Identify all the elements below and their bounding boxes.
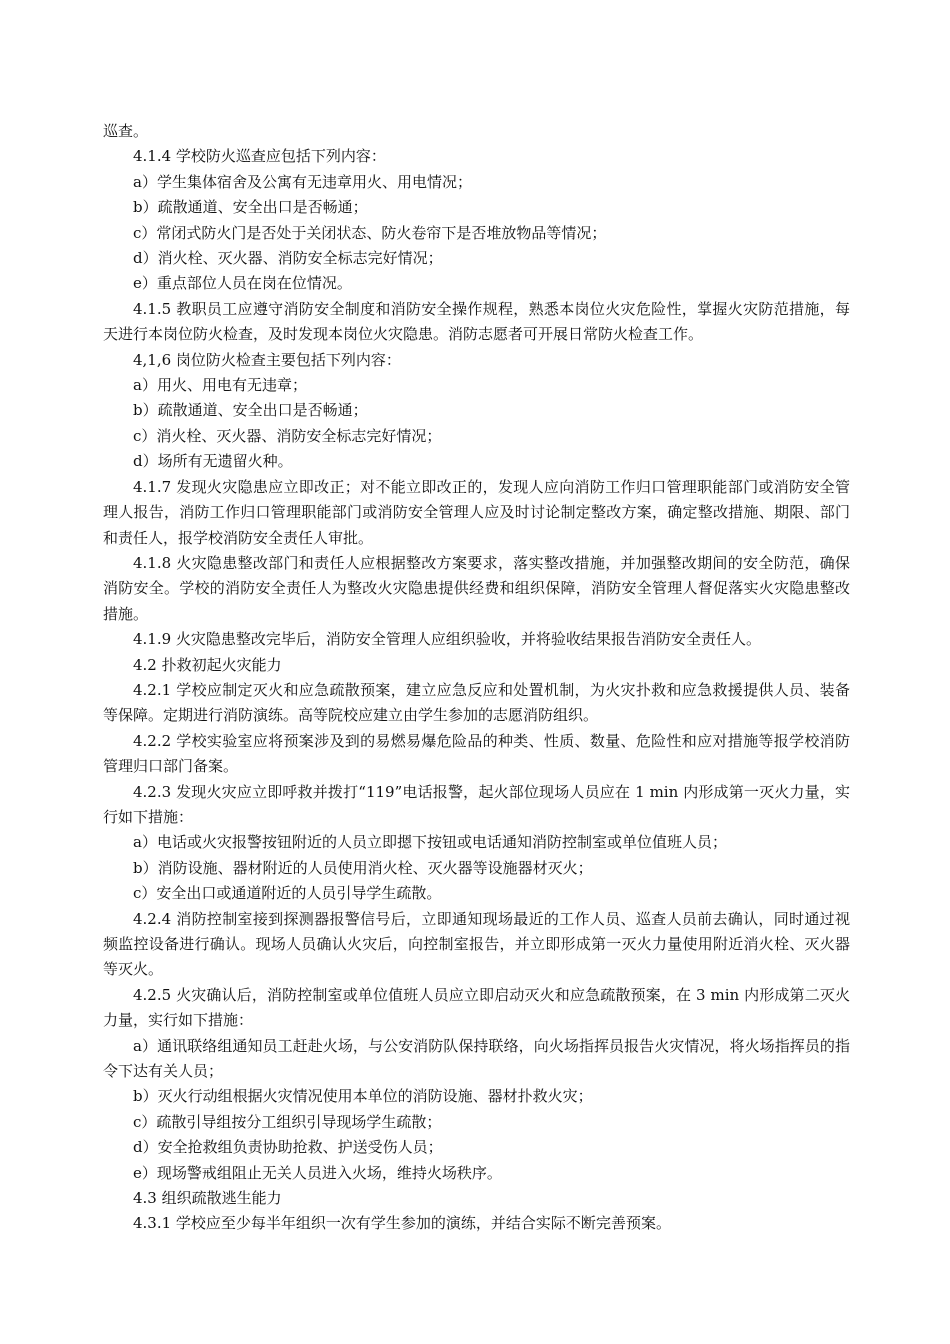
list-item: a）学生集体宿舍及公寓有无违章用火、用电情况； xyxy=(133,172,472,191)
list-item: d）场所有无遗留火种。 xyxy=(133,452,293,471)
paragraph: 4.2.3 发现火灾应立即呼救并拨打“119”电话报警，起火部位现场人员应在 1 min 内形成第一灭火力量，实行如下措施： xyxy=(103,782,850,826)
paragraph: 4.2.2 学校实验室应将预案涉及到的易燃易爆危险品的种类、性质、数量、危险性和应对措施等报学校消防管理归口部门备案。 xyxy=(103,731,850,776)
paragraph: 4.1.5 教职员工应遵守消防安全制度和消防安全操作规程，熟悉本岗位火灾危险性，掌握火灾防范措施，每天进行本岗位防火检查，及时发现本岗位火灾隐患。消防志愿者可开展日常防火检查工作。 xyxy=(103,299,850,344)
list-item: b）灭火行动组根据火灾情况使用本单位的消防设施、器材扑救火灾； xyxy=(133,1087,593,1106)
paragraph: 4,1,6 岗位防火检查主要包括下列内容： xyxy=(133,350,401,369)
paragraph: 4.2 扑救初起火灾能力 xyxy=(133,655,282,674)
list-item: c）安全出口或通道附近的人员引导学生疏散。 xyxy=(133,884,442,903)
list-item: b）消防设施、器材附近的人员使用消火栓、灭火器等设施器材灭火； xyxy=(133,858,593,877)
paragraph: 4.1.8 火灾隐患整改部门和责任人应根据整改方案要求，落实整改措施，并加强整改期间的安全防范，确保消防安全。学校的消防安全责任人为整改火灾隐患提供经费和组织保障，消防安全管理人督促落实火灾隐患整改措施。 xyxy=(103,553,850,623)
list-item: a）用火、用电有无违章； xyxy=(133,376,307,395)
list-item: d）安全抢救组负责协助抢救、护送受伤人员； xyxy=(133,1138,443,1157)
paragraph: 4.2.4 消防控制室接到探测器报警信号后，立即通知现场最近的工作人员、巡查人员前去确认，同时通过视频监控设备进行确认。现场人员确认火灾后，向控制室报告，并立即形成第一灭火力量使用附近消火栓、灭火器等灭火。 xyxy=(103,909,850,979)
list-item: e）重点部位人员在岗在位情况。 xyxy=(133,274,352,293)
list-item: c）消火栓、灭火器、消防安全标志完好情况； xyxy=(133,426,442,445)
paragraph: 4.1.4 学校防火巡查应包括下列内容： xyxy=(133,147,386,166)
list-item: e）现场警戒组阻止无关人员进入火场，维持火场秩序。 xyxy=(133,1163,502,1182)
paragraph: 4.3.1 学校应至少每半年组织一次有学生参加的演练，并结合实际不断完善预案。 xyxy=(133,1214,671,1233)
list-item: d）消火栓、灭火器、消防安全标志完好情况； xyxy=(133,249,443,268)
list-item: a）电话或火灾报警按钮附近的人员立即摁下按钮或电话通知消防控制室或单位值班人员； xyxy=(133,833,727,852)
paragraph: 4.2.5 火灾确认后，消防控制室或单位值班人员应立即启动灭火和应急疏散预案，在 3 min 内形成第二灭火力量，实行如下措施： xyxy=(103,985,850,1030)
list-item: b）疏散通道、安全出口是否畅通； xyxy=(133,198,368,217)
paragraph: 4.2.1 学校应制定灭火和应急疏散预案，建立应急反应和处置机制，为火灾扑救和应急救援提供人员、装备等保障。定期进行消防演练。高等院校应建立由学生参加的志愿消防组织。 xyxy=(103,680,850,725)
list-item: c）常闭式防火门是否处于关闭状态、防火卷帘下是否堆放物品等情况； xyxy=(133,223,607,242)
paragraph: a）通讯联络组通知员工赶赴火场，与公安消防队保持联络，向火场指挥员报告火灾情况，将火场指挥员的指令下达有关人员； xyxy=(103,1036,850,1081)
paragraph: 4.1.7 发现火灾隐患应立即改正；对不能立即改正的，发现人应向消防工作归口管理职能部门或消防安全管理人报告，消防工作归口管理职能部门或消防安全管理人应及时讨论制定整改方案，确定整改措施、期限、部门和责任人，报学校消防安全责任人审批。 xyxy=(103,477,850,547)
paragraph: 巡查。 xyxy=(103,122,149,140)
paragraph: 4.3 组织疏散逃生能力 xyxy=(133,1189,282,1208)
list-item: c）疏散引导组按分工组织引导现场学生疏散； xyxy=(133,1112,442,1131)
document-body xyxy=(103,119,850,1237)
paragraph: 4.1.9 火灾隐患整改完毕后，消防安全管理人应组织验收，并将验收结果报告消防安全责任人。 xyxy=(133,630,761,649)
list-item: b）疏散通道、安全出口是否畅通； xyxy=(133,401,368,420)
